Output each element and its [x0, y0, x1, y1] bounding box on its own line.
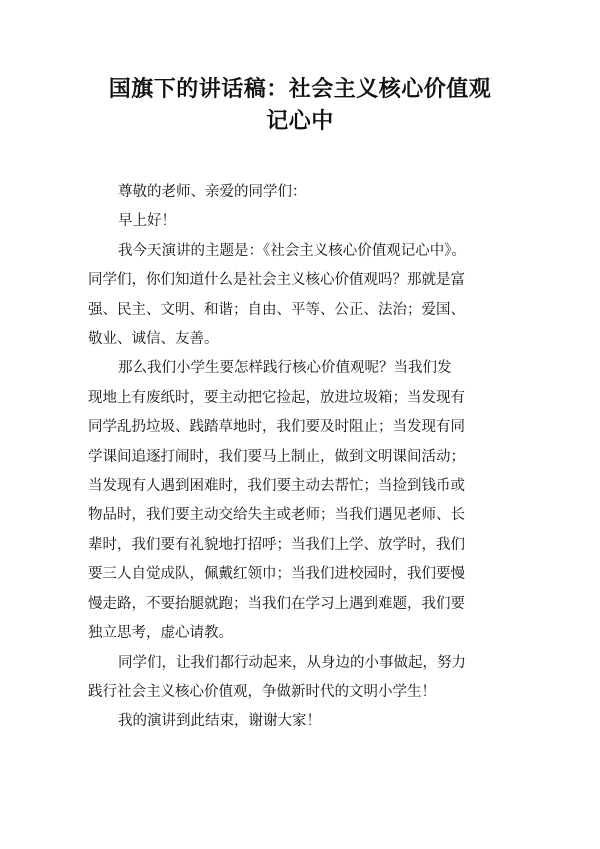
text-line: 我今天演讲的主题是：《社会主义核心价值观记心中》。 — [118, 242, 466, 259]
speech-body — [88, 178, 512, 737]
text-line: 同学乱扔垃圾、践踏草地时，我们要及时阻止；当发现有同 — [88, 419, 465, 436]
text-line: 要三人自觉成队，佩戴红领巾；当我们进校园时，我们要慢 — [88, 566, 465, 583]
text-line: 当发现有人遇到困难时，我们要主动去帮忙；当捡到钱币或 — [88, 478, 465, 495]
theme-paragraph — [88, 237, 512, 355]
text-line: 现地上有废纸时，要主动把它捡起，放进垃圾箱；当发现有 — [88, 389, 465, 406]
text-line: 同学们，你们知道什么是社会主义核心价值观吗？那就是富 — [88, 272, 465, 289]
text-line: 我的演讲到此结束，谢谢大家！ — [118, 713, 321, 730]
text-line: 尊敬的老师、亲爱的同学们： — [118, 184, 307, 200]
salutation-paragraph — [88, 178, 512, 207]
text-line: 敬业、诚信、友善。 — [88, 331, 219, 348]
title-line-1: 国旗下的讲话稿：社会主义核心价值观 — [108, 77, 492, 102]
text-line: 强、民主、文明、和谐；自由、平等、公正、法治；爱国、 — [88, 301, 465, 318]
text-line: 辈时，我们要有礼貌地打招呼；当我们上学、放学时，我们 — [88, 536, 465, 553]
greeting-paragraph — [88, 207, 512, 236]
text-line: 学课间追逐打闹时，我们要马上制止，做到文明课间活动； — [88, 448, 465, 465]
text-line: 践行社会主义核心价值观，争做新时代的文明小学生！ — [88, 683, 436, 700]
text-line: 物品时，我们要主动交给失主或老师；当我们遇见老师、长 — [88, 507, 465, 524]
closing-paragraph — [88, 707, 512, 736]
text-line: 那么我们小学生要怎样践行核心价值观呢？当我们发 — [118, 360, 452, 377]
text-line: 早上好！ — [118, 213, 176, 230]
text-line: 独立思考，虚心请教。 — [88, 625, 233, 642]
practice-paragraph — [88, 354, 512, 648]
text-line: 慢走路，不要抬腿就跑；当我们在学习上遇到难题，我们要 — [88, 595, 465, 612]
title-line-2: 记心中 — [266, 109, 334, 134]
text-line: 同学们，让我们都行动起来，从身边的小事做起，努力 — [118, 654, 466, 671]
call-to-action-paragraph — [88, 649, 512, 708]
document-title — [60, 74, 540, 138]
